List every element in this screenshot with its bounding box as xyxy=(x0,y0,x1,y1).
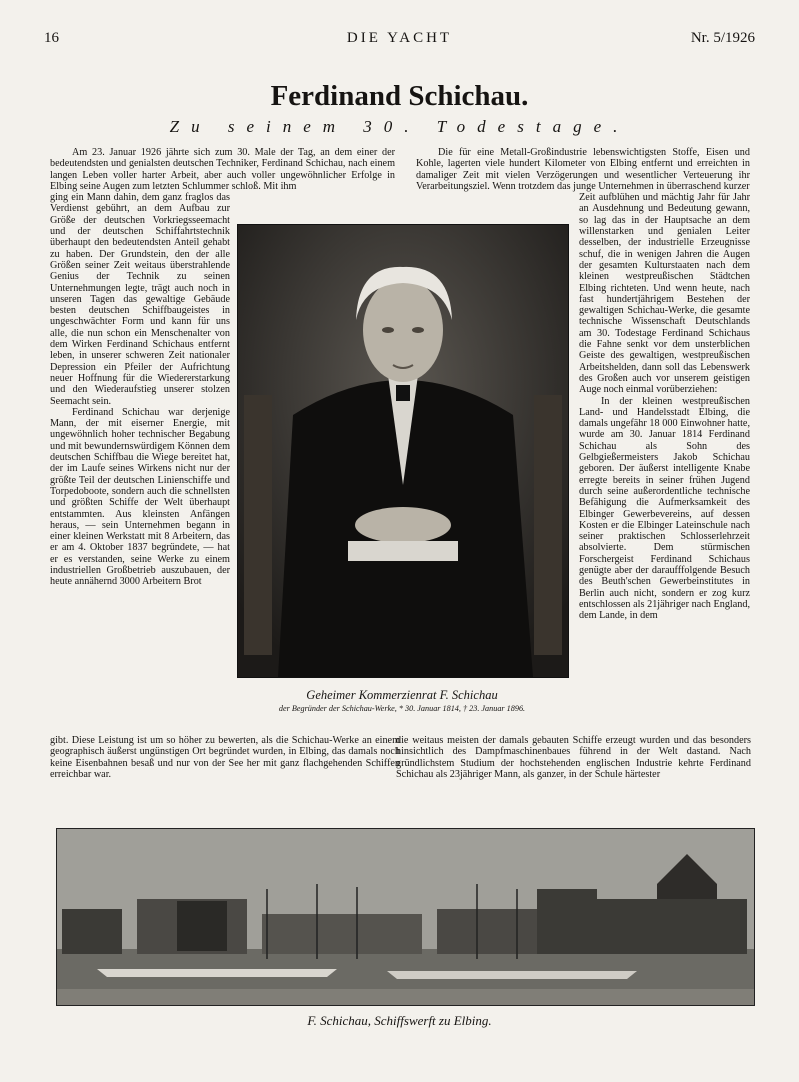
page-header xyxy=(44,30,755,50)
portrait-caption-dates: der Begründer der Schichau-Werke, * 30. Januar 1814, † 23. Januar 1896. xyxy=(278,704,526,713)
shipyard-caption: F. Schichau, Schiffswerft zu Elbing. xyxy=(307,1013,492,1028)
right-narrow-column xyxy=(579,192,750,621)
shipyard-illustration xyxy=(57,829,754,1005)
article-subtitle: Zu seinem 30. Todestage. xyxy=(169,117,630,136)
issue-number: Nr. 5/1926 xyxy=(690,30,755,46)
article-title: Ferdinand Schichau. xyxy=(270,80,529,112)
left-paragraph-1: ging ein Mann dahin, dem ganz fraglos das Verdienst gebührt, an dem Aufbau zur Größe der deutschen Vorkriegsseemacht und der deutschen Schiffahrtstechnik überhaupt den bedeutendsten Anteil gehabt zu haben. Der Grundstein, den der alle Größen seiner Zeit weitaus überstrahlende Genius der Technik zu seinen Unternehmungen legte, trägt auch noch in unseren Tagen das gewaltige Gebäude besten deutschen Schiffbaugeistes in ungeschwächter Form und kann für uns alle, die nun schon ein Menschenalter von dem Wirken Ferdinand Schichaus entfernt leben, in unserer schweren Zeit nationaler Depression ein Pfeiler der Aufrichtung neuer Hoffnung für die Wiedererstarkung und den Wiederaufstieg unserer stolzen Seemacht sein. xyxy=(50,192,230,407)
portrait-caption-title: Geheimer Kommerzienrat F. Schichau xyxy=(306,688,498,702)
portrait-photo xyxy=(237,224,569,678)
magazine-name: DIE YACHT xyxy=(346,30,453,46)
page-number: 16 xyxy=(44,30,59,46)
left-bottom-paragraph: gibt. Diese Leistung ist um so höher zu bewerten, als die Schichau-Werke an einem geographisch äußerst ungünstigen Ort begründet wurden, in Elbing, das damals noch keine Eisenbahnen besaß und nur von der See her mit ganz flachgehenden Schiffen erreichbar war. xyxy=(50,735,400,780)
right-paragraph-1: Zeit aufblühen und mächtig Jahr für Jahr an Ausdehnung und Bedeutung gewann, so lag das in der Hauptsache an dem willenstarken und genialen Leiter desselben, der industrielle Erzeugnisse schuf, die in wenigen Jahren die Augen der gesamten Kulturstaaten nach dem kleinen westpreußischen Städtchen Elbing richteten. Und wenn heute, nach fast hundertjährigem Bestehen der gewaltigen Schichau-Werke, die gesamte technische Wissenschaft Deutschlands am 30. Todestage Ferdinand Schichaus die Fahne senkt vor dem unsterblichen Geiste des gewaltigen, westpreußischen Arbeitshelden, dann soll das Lebenswerk des Großen auch vor unserem geistigen Auge noch einmal vorüberziehen: xyxy=(579,192,750,396)
right-paragraph-2: In der kleinen westpreußischen Land- und Handelsstadt Elbing, die damals ungefähr 18 000 Einwohner hatte, wurde am 30. Januar 1814 Ferdinand Schichau als Sohn des Gelbgießermeisters Jakob Schichau geboren. Der äußerst intelligente Knabe erregte bereits in seiner frühen Jugend durch seine außerordentliche technische Befähigung die Aufmerksamkeit des Elbinger Gewerbevereins, auf dessen Kosten er die Elbinger Lateinschule nach seiner praktischen Schlosserlehrzeit absolvierte. Dem stürmischen Forschergeist Ferdinand Schichaus genügte aber der daraufffolgende Besuch des Beuth'schen Gewerbeinstitutes in Berlin auch nicht, sondern er zog kurz entschlossen als 21jähriger nach England, dem Lande, in dem xyxy=(579,395,750,622)
left-narrow-column xyxy=(50,192,230,587)
portrait-illustration xyxy=(238,225,568,677)
right-bottom-paragraph: die weitaus meisten der damals gebauten Schiffe erzeugt wurden und das besonders hinsichtlich des Dampfmaschinenbaues führend in der Welt dastand. Nach gründlichstem Studium der hochstehenden englischen Industrie kehrte Ferdinand Schichau als 23jähriger Mann, als ganzer, in der Schule härtester xyxy=(396,735,751,780)
right-intro-paragraph: Die für eine Metall-Großindustrie lebenswichtigsten Stoffe, Eisen und Kohle, lagerten viele hundert Kilometer von Elbing entfernt und erreichten in damaliger Zeit mit vielen Verzögerungen und wesentlicher Verteuerung ihr Verarbeitungsziel. Wenn trotzdem das junge Unternehmen in überraschend kurzer xyxy=(416,147,750,192)
left-paragraph-2: Ferdinand Schichau war derjenige Mann, der mit eiserner Energie, mit ungewöhnlich hoher technischer Begabung und mit bewundernswürdigem Können dem deutschen Schiffbau die Wiege bereitet hat, der im Laufe seines Wirkens nicht nur der größte Teil der deutschen Linienschiffe und Torpedoboote, sondern auch die schnellsten und größten Schiffe der Welt überhaupt entstammten. Aus kleinsten Anfängen heraus, — sein Unternehmen begann in einer kleinen Werkstatt mit 8 Arbeitern, das er am 4. Oktober 1837 begründete, — hat er es verstanden, seine Werke zu einem industriellen Großbetrieb auszubauen, der heute annähernd 3000 Arbeitern Brot xyxy=(50,406,230,588)
left-intro-paragraph: Am 23. Januar 1926 jährte sich zum 30. Male der Tag, an dem einer der bedeutendsten und genialsten deutschen Techniker, Ferdinand Schichau, nach einem langen Leben voller harter Arbeit, aber auch voller ungewöhnlicher Erfolge in Elbing seine Augen zum letzten Schlummer schloß. Mit ihm xyxy=(50,147,395,192)
shipyard-photo xyxy=(56,828,755,1006)
